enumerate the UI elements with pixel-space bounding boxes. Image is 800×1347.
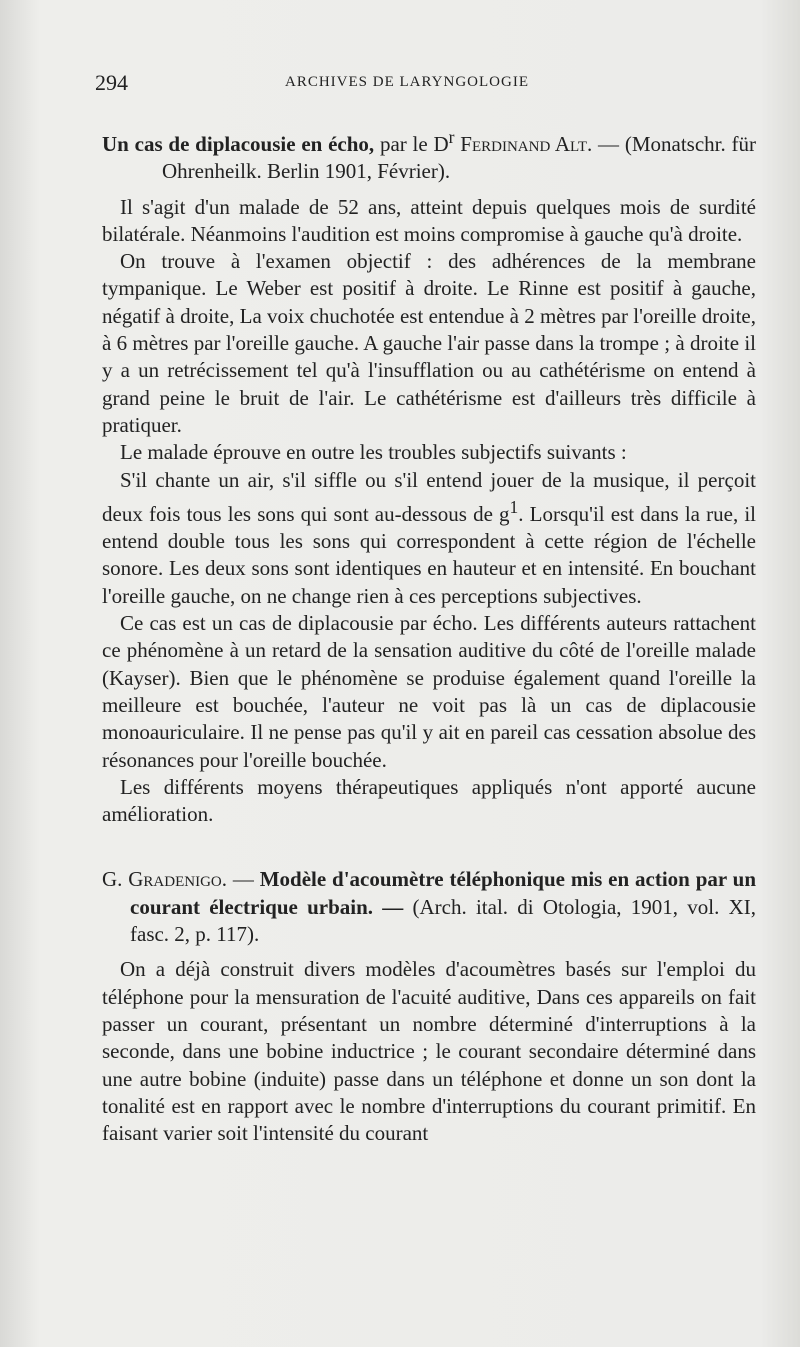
review-dash: — [227,867,260,892]
review-heading [102,866,756,948]
paragraph: Les différents moyens thérapeutiques appliqués n'ont apporté aucune amélioration. [102,774,756,827]
review-dash: — [592,132,620,156]
paragraph: On trouve à l'examen objectif : des adhérences de la membrane tympanique. Le Weber est positif à droite. Le Rinne est positif à gauche, négatif à droite, La voix chuchotée est entendue à 2 mètres par l'oreille droite, à 6 mètres par l'oreille gauche. A gauche l'air passe dans la trompe ; à droite il y a un retrécissement tel qu'à l'insufflation ou au cathétérisme on entend à grand peine le bruit de l'air. Le cathétérisme est d'ailleurs très difficile à pratiquer. [102,249,756,437]
review-source: (Monatschr. für Ohrenheilk. Berlin 1901, Février). [162,132,756,184]
paragraph: Il s'agit d'un malade de 52 ans, atteint depuis quelques mois de surdité bilatérale. Néanmoins l'audition est moins compromise à gauche qu'à droite. [102,194,756,246]
review-by: par le D [374,132,449,156]
review-author: Ferdinand Alt. [454,132,593,156]
superscript-mark: 1 [509,496,519,517]
paragraph-with-superscript [102,467,756,610]
page-number: 294 [95,70,128,95]
page-header [95,70,755,100]
paragraph: On a déjà construit divers modèles d'acoumètres basés sur l'emploi du téléphone pour la mensuration de l'acuité auditive, Dans ces appareils on fait passer un courant, présentant un nombre déterminé d'interruptions à la seconde, dans une bobine inductrice ; le courant secondaire déterminé dans une autre bobine (induite) passe dans un téléphone et donne un son dont la tonalité est en rapport avec le nombre d'interruptions du courant primitif. En faisant varier soit l'intensité du courant [102,957,756,1146]
review-alt [102,124,756,828]
page-body [102,124,756,1147]
review-gradenigo [102,866,756,1147]
review-heading [102,124,756,186]
paragraph-text: . Lorsqu'il est dans la rue, il entend double tous les sons qui correspondent à cette région de l'échelle sonore. Les deux sons sont identiques en hauteur et en intensité. En bouchant l'oreille gauche, on ne change rien à ces perceptions subjectives. [102,501,756,608]
running-head: ARCHIVES DE LARYNGOLOGIE [285,74,529,90]
review-author: G. Gradenigo. [102,867,228,892]
paragraph-text: S'il chante un air, s'il siffle ou s'il entend jouer de la musique, il perçoit deux fois tous les sons qui sont au-dessous de g [102,467,756,526]
review-source: (Arch. ital. di Otologia, 1901, vol. XI, fasc. 2, p. 117). [130,894,756,947]
paragraph: Le malade éprouve en outre les troubles subjectifs suivants : [120,440,627,465]
paragraph: Ce cas est un cas de diplacousie par écho. Les différents auteurs rattachent ce phénomène à un retard de la sensation auditive du côté de l'oreille malade (Kayser). Bien que le phénomène se produise également quand l'oreille la meilleure est bouchée, l'auteur ne voit pas là un cas de diplacousie monoauriculaire. Il ne pense pas qu'il y ait en pareil cas cessation absolue des résonances pour l'oreille bouchée. [102,611,756,772]
review-title: Modèle d'acoumètre téléphonique mis en action par un courant électrique urbain. — [130,867,757,919]
review-title: Un cas de diplacousie en écho, [102,132,375,156]
review-by-sup: r [448,127,455,147]
